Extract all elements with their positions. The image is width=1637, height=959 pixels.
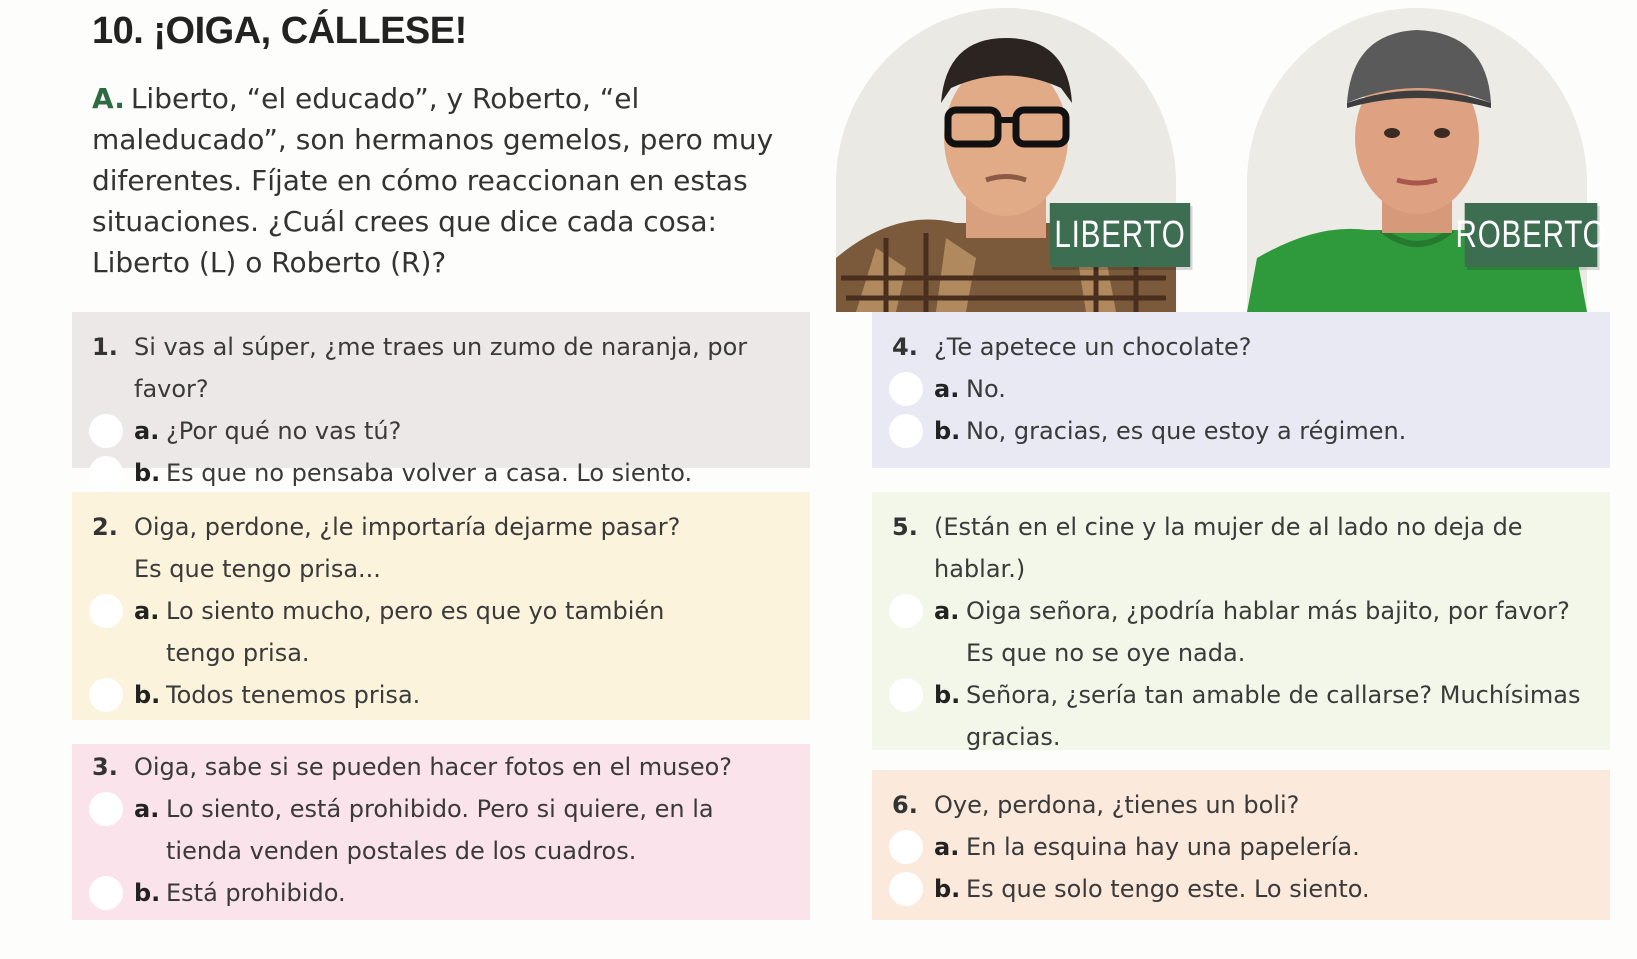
option-text: Es que no pensaba volver a casa. Lo siento. xyxy=(166,459,693,487)
option-text: Lo siento mucho, pero es que yo también tengo prisa. xyxy=(166,597,665,667)
question-number: 5. xyxy=(892,513,918,541)
question-number: 1. xyxy=(92,333,118,361)
option-letter: a. xyxy=(134,597,160,625)
option-text: Todos tenemos prisa. xyxy=(166,681,421,709)
option-text: Lo siento, está prohibido. Pero si quiere, en la tienda venden postales de los cuadros. xyxy=(166,795,714,865)
liberto-nametag: LIBERTO xyxy=(1050,203,1190,267)
answer-5b-radio[interactable] xyxy=(889,678,923,712)
question-card-3 xyxy=(72,744,810,920)
option-letter: b. xyxy=(134,879,161,907)
question-text: (Están en el cine y la mujer de al lado no deja de hablar.) xyxy=(934,513,1523,583)
question-card-4 xyxy=(872,312,1610,468)
question-text: ¿Te apetece un chocolate? xyxy=(934,333,1252,361)
question-text: Si vas al súper, ¿me traes un zumo de naranja, por favor? xyxy=(134,333,748,403)
intro-lead: A. xyxy=(92,82,125,115)
option-letter: b. xyxy=(934,417,961,445)
answer-2b-radio[interactable] xyxy=(89,678,123,712)
option-text: No, gracias, es que estoy a régimen. xyxy=(966,417,1407,445)
answer-6b-radio[interactable] xyxy=(889,872,923,906)
roberto-nametag: ROBERTO xyxy=(1465,203,1598,267)
answer-3b-radio[interactable] xyxy=(89,876,123,910)
question-card-5 xyxy=(872,492,1610,750)
option-letter: b. xyxy=(134,459,161,487)
option-letter: b. xyxy=(934,875,961,903)
question-number: 4. xyxy=(892,333,918,361)
option-letter: a. xyxy=(934,833,960,861)
question-card-2 xyxy=(72,492,810,720)
question-number: 6. xyxy=(892,791,918,819)
option-letter: a. xyxy=(134,417,160,445)
option-text: En la esquina hay una papelería. xyxy=(966,833,1360,861)
answer-1b-radio[interactable] xyxy=(89,456,123,490)
option-letter: a. xyxy=(134,795,160,823)
intro-text: Liberto, “el educado”, y Roberto, “el maleducado”, son hermanos gemelos, pero muy diferentes. Fíjate en cómo reaccionan en estas situaciones. ¿Cuál crees que dice cada cosa: Liberto (L) o Roberto (R)? xyxy=(92,82,774,279)
option-text: Está prohibido. xyxy=(166,879,346,907)
option-text: ¿Por qué no vas tú? xyxy=(166,417,402,445)
answer-4b-radio[interactable] xyxy=(889,414,923,448)
question-text: Oiga, perdone, ¿le importaría dejarme pasar? Es que tengo prisa... xyxy=(134,513,681,583)
intro-paragraph xyxy=(92,78,782,283)
answer-6a-radio[interactable] xyxy=(889,830,923,864)
question-text: Oiga, sabe si se pueden hacer fotos en el museo? xyxy=(134,753,733,781)
answer-1a-radio[interactable] xyxy=(89,414,123,448)
question-card-6 xyxy=(872,770,1610,920)
answer-5a-radio[interactable] xyxy=(889,594,923,628)
answer-3a-radio[interactable] xyxy=(89,792,123,826)
option-letter: a. xyxy=(934,597,960,625)
answer-4a-radio[interactable] xyxy=(889,372,923,406)
question-number: 2. xyxy=(92,513,118,541)
option-text: No. xyxy=(966,375,1006,403)
option-text: Oiga señora, ¿podría hablar más bajito, por favor? Es que no se oye nada. xyxy=(966,597,1570,667)
option-letter: b. xyxy=(934,681,961,709)
question-text: Oye, perdona, ¿tienes un boli? xyxy=(934,791,1300,819)
option-text: Señora, ¿sería tan amable de callarse? Muchísimas gracias. xyxy=(966,681,1581,751)
question-number: 3. xyxy=(92,753,118,781)
option-letter: a. xyxy=(934,375,960,403)
option-text: Es que solo tengo este. Lo siento. xyxy=(966,875,1370,903)
question-card-1 xyxy=(72,312,810,487)
option-letter: b. xyxy=(134,681,161,709)
exercise-title: 10. ¡OIGA, CÁLLESE! xyxy=(92,10,467,52)
answer-2a-radio[interactable] xyxy=(89,594,123,628)
